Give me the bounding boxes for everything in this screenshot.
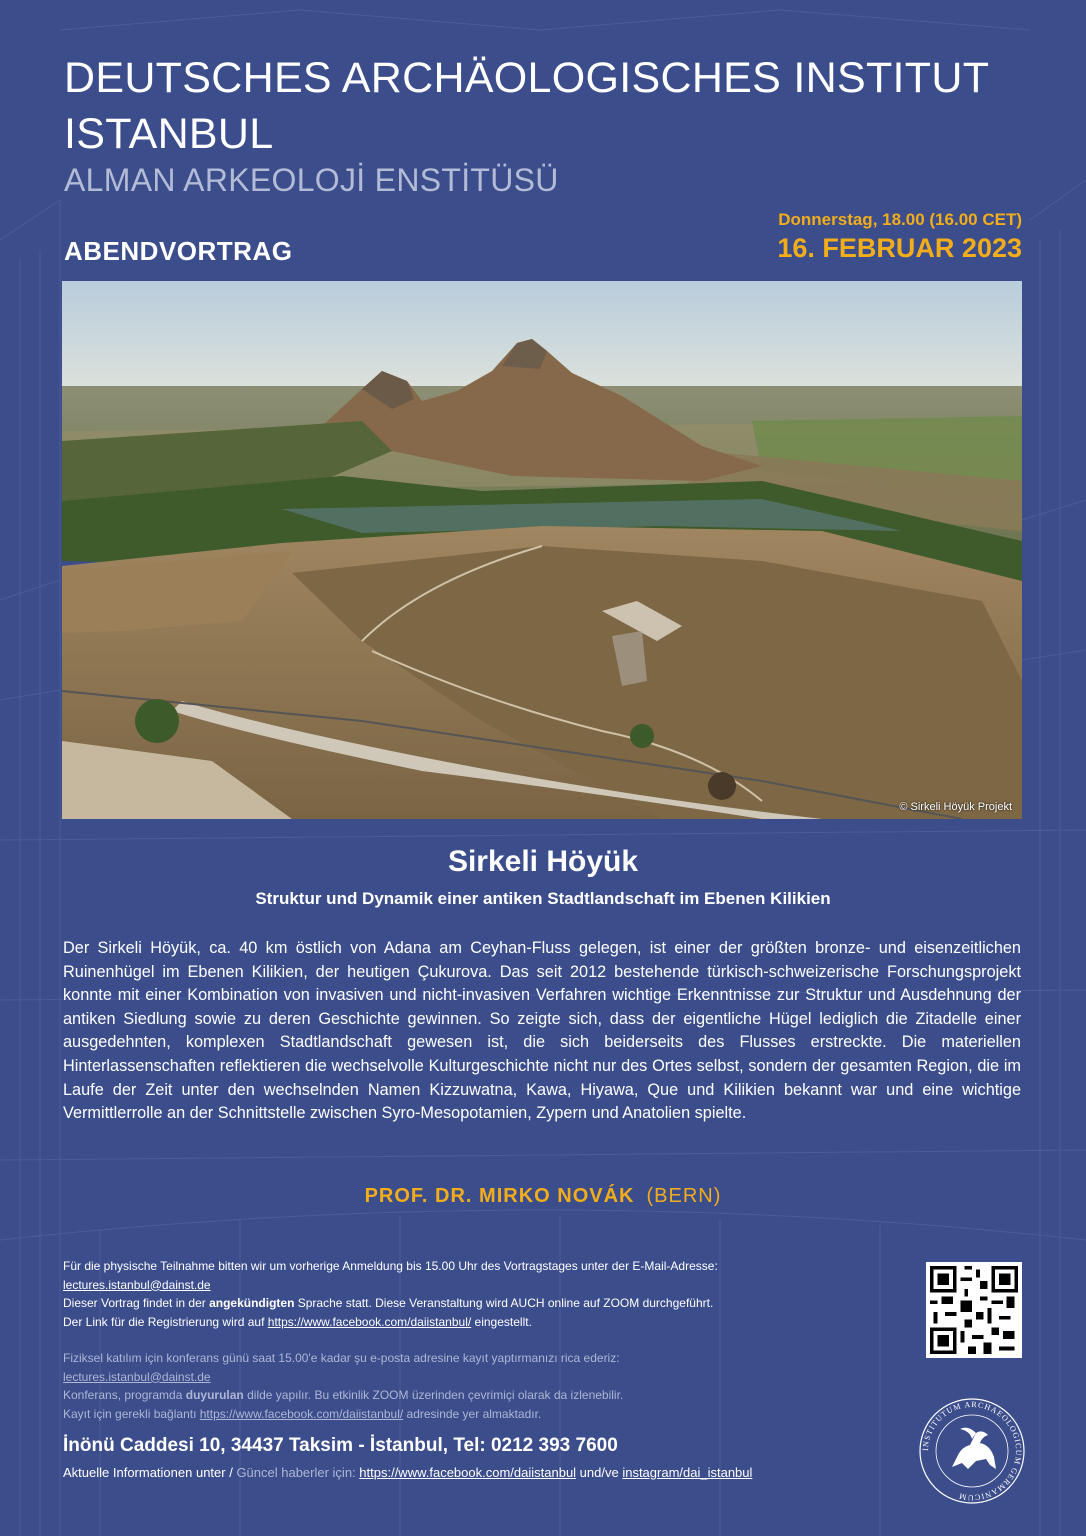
- registration-info-german: [63, 1257, 923, 1331]
- event-time: Donnerstag, 18.00 (16.00 CET): [778, 210, 1022, 229]
- event-date: 16. FEBRUAR 2023: [777, 233, 1022, 263]
- lecture-subtitle: Struktur und Dynamik einer antiken Stadtlandschaft im Ebenen Kilikien: [255, 889, 831, 908]
- facebook-link-footer[interactable]: https://www.facebook.com/daiistanbul: [359, 1465, 577, 1480]
- aerial-photo: [62, 281, 1022, 819]
- institute-name-turkish: ALMAN ARKEOLOJİ ENSTİTÜSÜ: [64, 162, 559, 198]
- lecture-title: Sirkeli Höyük: [447, 845, 639, 878]
- info-de-line4: Der Link für die Registrierung wird auf https://www.facebook.com/daiistanbul/ eingestellt.: [63, 1314, 532, 1329]
- griffin-seal-icon: [916, 1395, 1028, 1507]
- instagram-link-footer[interactable]: instagram/dai_istanbul: [622, 1465, 753, 1480]
- photo-credit: © Sirkeli Höyük Projekt: [899, 801, 1012, 813]
- aerial-landscape-image: [62, 281, 1022, 819]
- email-link-de[interactable]: lectures.istanbul@dainst.de: [63, 1277, 211, 1292]
- lecture-abstract: Der Sirkeli Höyük, ca. 40 km östlich von Adana am Ceyhan-Fluss gelegen, ist einer der größten bronze- und eisenzeitlichen Ruinenhügel im Ebenen Kilikien, der heutigen Çukurova. Das seit 2012 bestehende türkisch-schweizerische Forschungsprojekt konnte mit einer Kombination von invasiven und nicht-invasiven Verfahren wichtige Erkenntnisse zur Struktur und Ausdehnung der antiken Siedlung sowie zu deren Geschichte gewinnen. So zeigte sich, dass der eigentliche Hügel lediglich die Zitadelle einer ausgedehnten, komplexen Stadtlandschaft gewesen ist, die sich beiderseits des Flusses erstreckte. Die materiellen Hinterlassenschaften reflektieren die wechselvolle Kulturgeschichte nicht nur des Ortes selbst, sondern der gesamten Region, die im Laufe der Zeit unter den wechselnden Namen Kizzuwatna, Kawa, Hiyawa, Que und Kilikien bekannt war und eine wichtige Vermittlerrolle an der Schnittstelle zwischen Syro-Mesopotamien, Zypern und Anatolien spielte.: [63, 939, 1021, 1123]
- info-tr-line4: Kayıt için gerekli bağlantı https://www.facebook.com/daiistanbul/ adresinde yer almaktadır.: [63, 1406, 542, 1421]
- speaker: [0, 1185, 1086, 1208]
- facebook-link-de[interactable]: https://www.facebook.com/daiistanbul/: [267, 1314, 472, 1329]
- event-type: ABENDVORTRAG: [64, 236, 293, 266]
- info-de-line1: Für die physische Teilnahme bitten wir um vorherige Anmeldung bis 15.00 Uhr des Vortragstages unter der E-Mail-Adresse:: [63, 1259, 718, 1273]
- speaker-affiliation: (BERN): [646, 1185, 722, 1207]
- info-tr-line1: Fiziksel katılım için konferans günü saat 15.00'e kadar şu e-posta adresine kayıt yaptırmanızı rica ederiz:: [63, 1351, 620, 1365]
- qr-code-icon[interactable]: [926, 1262, 1022, 1358]
- speaker-name: PROF. DR. MIRKO NOVÁK: [364, 1185, 635, 1207]
- facebook-link-tr[interactable]: https://www.facebook.com/daiistanbul/: [199, 1406, 404, 1421]
- footer-links: Aktuelle Informationen unter / Güncel haberler için: https://www.facebook.com/daiistanbul und/ve instagram/dai_istanbul: [63, 1465, 753, 1480]
- institute-address: İnönü Caddesi 10, 34437 Taksim - İstanbul, Tel: 0212 393 7600: [63, 1435, 618, 1456]
- info-tr-line3: Konferans, programda duyurulan dilde yapılır. Bu etkinlik ZOOM üzerinden çevrimiçi olarak da izlenebilir.: [63, 1388, 624, 1402]
- registration-info-turkish: [63, 1349, 923, 1423]
- email-link-tr[interactable]: lectures.istanbul@dainst.de: [63, 1369, 211, 1384]
- info-de-line3: Dieser Vortrag findet in der angekündigten Sprache statt. Diese Veranstaltung wird AUCH online auf ZOOM durchgeführt.: [63, 1296, 714, 1310]
- institute-name-german: DEUTSCHES ARCHÄOLOGISCHES INSTITUT ISTANBUL: [64, 54, 989, 158]
- seal-text: INSTITUTUM ARCHAEOLOGICUM GERMANICUM: [920, 1399, 1024, 1503]
